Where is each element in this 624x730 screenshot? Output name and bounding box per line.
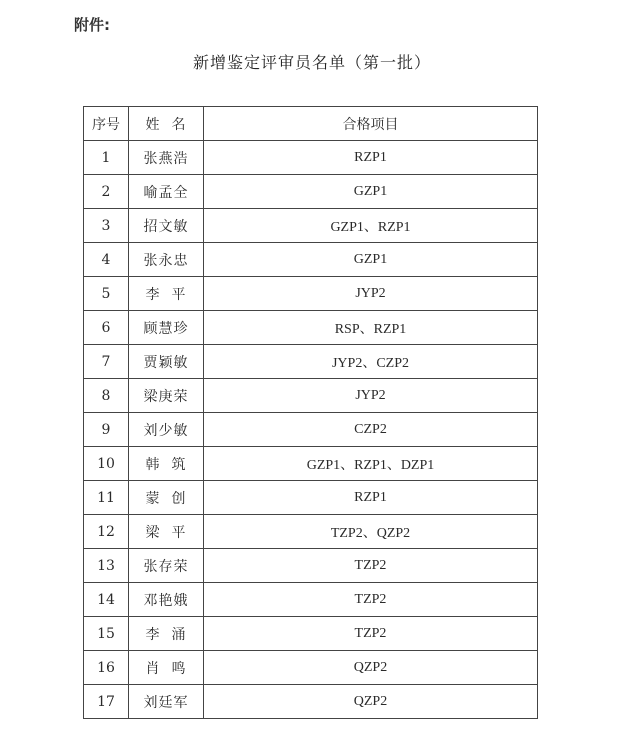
qualified-project: JYP2 [204, 379, 538, 413]
reviewer-name: 张永忠 [129, 243, 204, 277]
table-row [84, 685, 538, 719]
row-number: 6 [84, 311, 129, 345]
row-number: 1 [84, 141, 129, 175]
reviewer-name: 肖 鸣 [129, 651, 204, 685]
qualified-project: GZP1、RZP1、DZP1 [204, 447, 538, 481]
row-number: 9 [84, 413, 129, 447]
table-row [84, 209, 538, 243]
reviewer-name: 喻孟全 [129, 175, 204, 209]
row-number: 10 [84, 447, 129, 481]
table-row [84, 481, 538, 515]
column-header-project: 合格项目 [204, 107, 538, 141]
qualified-project: GZP1 [204, 175, 538, 209]
table-row [84, 413, 538, 447]
reviewer-table [83, 106, 538, 719]
table-row [84, 141, 538, 175]
reviewer-name: 梁庚荣 [129, 379, 204, 413]
row-number: 12 [84, 515, 129, 549]
reviewer-name: 梁 平 [129, 515, 204, 549]
table-row [84, 583, 538, 617]
row-number: 14 [84, 583, 129, 617]
document-title: 新增鉴定评审员名单（第一批） [192, 53, 431, 72]
row-number: 4 [84, 243, 129, 277]
table-row [84, 549, 538, 583]
qualified-project: QZP2 [204, 651, 538, 685]
row-number: 11 [84, 481, 129, 515]
row-number: 17 [84, 685, 129, 719]
reviewer-name: 刘廷军 [129, 685, 204, 719]
reviewer-name: 刘少敏 [129, 413, 204, 447]
qualified-project: RSP、RZP1 [204, 311, 538, 345]
table-row [84, 175, 538, 209]
column-header-name: 姓 名 [129, 107, 204, 141]
qualified-project: TZP2 [204, 549, 538, 583]
reviewer-name: 张燕浩 [129, 141, 204, 175]
reviewer-name: 张存荣 [129, 549, 204, 583]
qualified-project: QZP2 [204, 685, 538, 719]
qualified-project: JYP2 [204, 277, 538, 311]
row-number: 5 [84, 277, 129, 311]
table-row [84, 651, 538, 685]
row-number: 2 [84, 175, 129, 209]
qualified-project: TZP2 [204, 617, 538, 651]
row-number: 16 [84, 651, 129, 685]
row-number: 8 [84, 379, 129, 413]
table-body [84, 141, 538, 719]
reviewer-name: 邓艳娥 [129, 583, 204, 617]
qualified-project: GZP1 [204, 243, 538, 277]
attachment-label: 附件: [74, 16, 110, 34]
qualified-project: TZP2、QZP2 [204, 515, 538, 549]
column-header-number: 序号 [84, 107, 129, 141]
reviewer-name: 韩 筑 [129, 447, 204, 481]
qualified-project: TZP2 [204, 583, 538, 617]
table-row [84, 379, 538, 413]
qualified-project: GZP1、RZP1 [204, 209, 538, 243]
reviewer-name: 顾慧珍 [129, 311, 204, 345]
qualified-project: RZP1 [204, 481, 538, 515]
row-number: 3 [84, 209, 129, 243]
table-header-row [84, 107, 538, 141]
table-row [84, 345, 538, 379]
row-number: 7 [84, 345, 129, 379]
table-row [84, 277, 538, 311]
table-row [84, 243, 538, 277]
reviewer-name: 李 涌 [129, 617, 204, 651]
qualified-project: RZP1 [204, 141, 538, 175]
table-row [84, 311, 538, 345]
qualified-project: JYP2、CZP2 [204, 345, 538, 379]
table-row [84, 447, 538, 481]
reviewer-name: 李 平 [129, 277, 204, 311]
table-row [84, 515, 538, 549]
table-row [84, 617, 538, 651]
reviewer-name: 蒙 创 [129, 481, 204, 515]
qualified-project: CZP2 [204, 413, 538, 447]
row-number: 13 [84, 549, 129, 583]
reviewer-name: 贾颖敏 [129, 345, 204, 379]
reviewer-name: 招文敏 [129, 209, 204, 243]
row-number: 15 [84, 617, 129, 651]
